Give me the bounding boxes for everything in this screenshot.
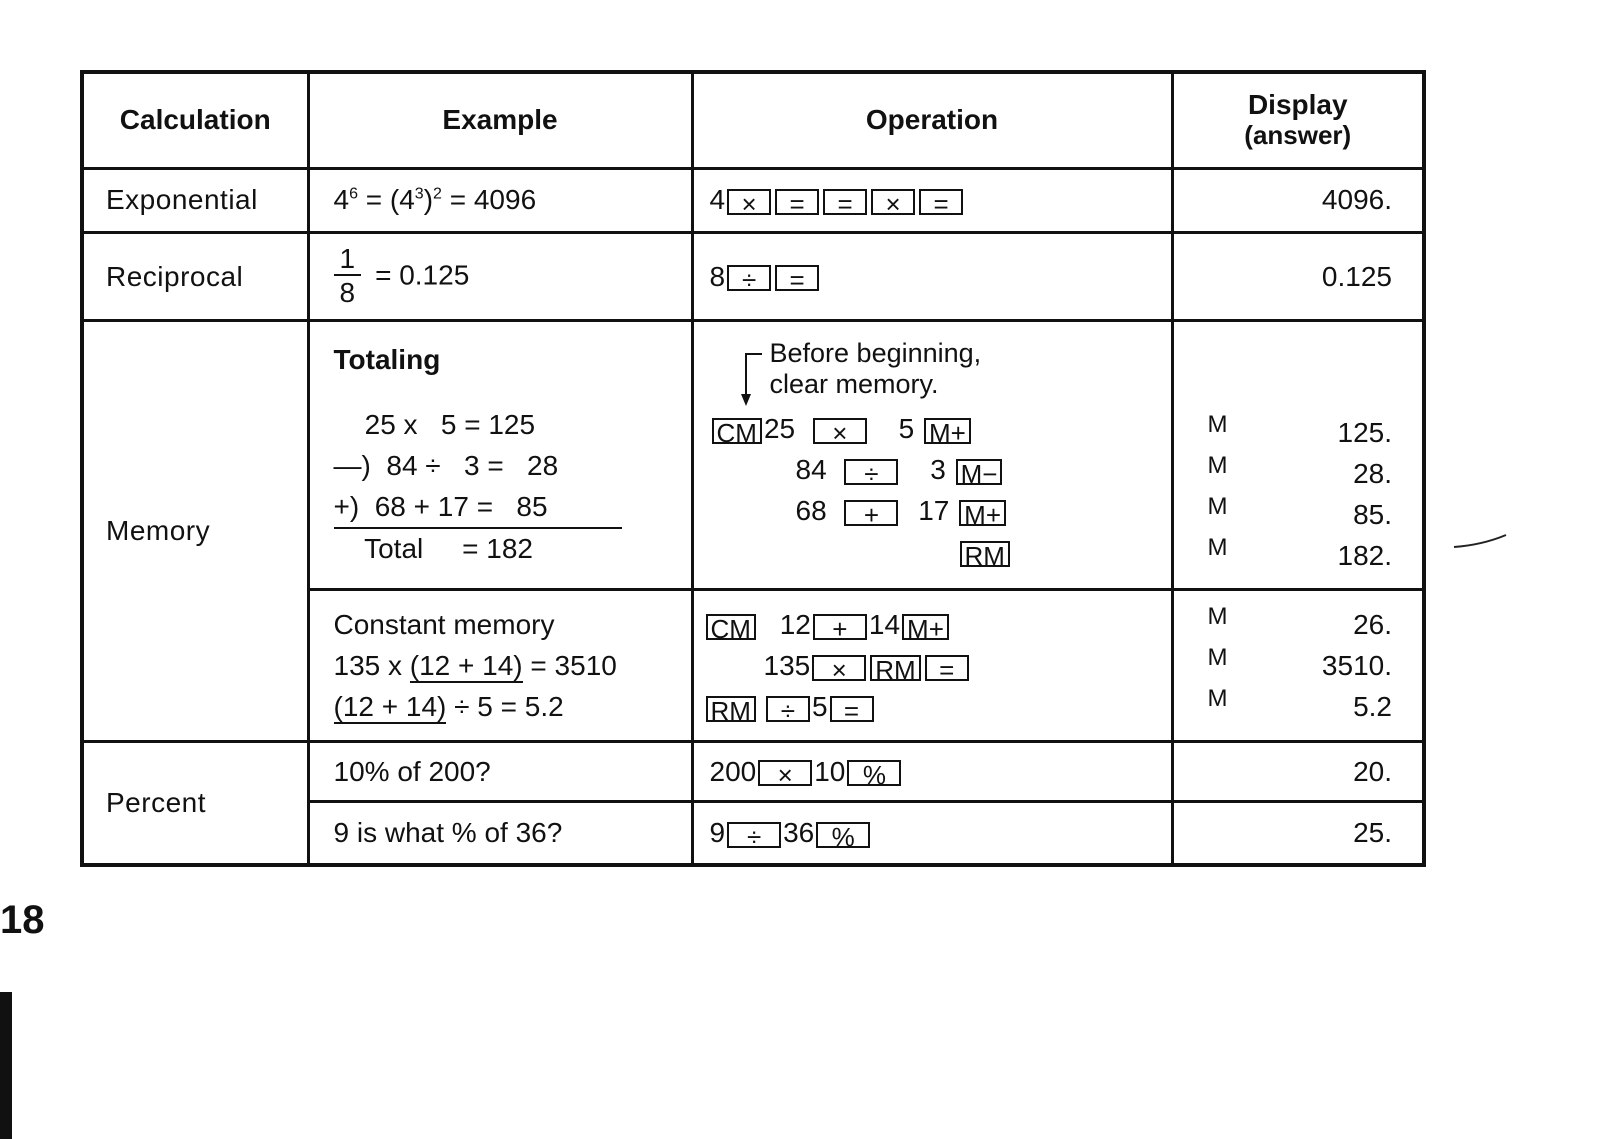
op-number: 10: [814, 755, 846, 787]
op-number: 25: [763, 413, 796, 445]
totaling-total: Total = 182: [333, 533, 533, 565]
example-constant: [308, 589, 692, 741]
op-number: 17: [918, 495, 950, 527]
constant-text: = 3510: [522, 649, 617, 681]
header-example: Example: [308, 72, 692, 168]
op-number: 14: [868, 608, 901, 640]
display-value: 85.: [1353, 499, 1392, 531]
display-value: 28.: [1353, 458, 1392, 490]
arrow-down-icon: [740, 348, 764, 408]
constant-underlined: (12 + 14): [409, 649, 523, 681]
example-exponential: [308, 168, 692, 232]
operation-reciprocal: [692, 232, 1172, 320]
operation-exponential: [692, 168, 1172, 232]
display-line: [1208, 494, 1393, 535]
exp-base: 4: [333, 184, 350, 216]
exp-power-3: 2: [433, 185, 442, 203]
constant-op-line: [704, 604, 1171, 645]
constant-title: Constant memory: [333, 608, 555, 640]
op-number: 36: [783, 817, 815, 849]
divide-key: ÷: [727, 822, 781, 848]
m-minus-key: M−: [956, 459, 1003, 485]
example-percent-2: 9 is what % of 36?: [308, 802, 692, 865]
totaling-lines: [334, 404, 691, 527]
constant-text: ÷ 5 = 5.2: [446, 690, 564, 722]
totaling-title: Totaling: [333, 344, 441, 376]
example-reciprocal: [308, 232, 692, 320]
row-reciprocal: [82, 232, 1424, 320]
example-percent-1: 10% of 200?: [308, 742, 692, 802]
divide-key: ÷: [766, 696, 810, 722]
display-totaling: [1172, 321, 1424, 590]
exp-power-2: 3: [414, 185, 424, 203]
header-display-line2: (answer): [1244, 120, 1352, 151]
calculation-table: [80, 70, 1426, 867]
fraction: [334, 244, 362, 310]
header-row: [82, 72, 1424, 168]
reciprocal-result: = 0.125: [375, 258, 470, 290]
display-value: 5.2: [1353, 690, 1392, 722]
edge-bar: [0, 992, 12, 1139]
constant-op-line: [704, 686, 1171, 727]
op-number: 84: [795, 454, 827, 486]
display-percent-2: 25.: [1172, 802, 1424, 865]
multiply-key: ×: [871, 189, 915, 215]
fraction-denominator: 8: [339, 276, 356, 308]
memory-indicator: M: [1207, 534, 1228, 562]
constant-lines: [334, 604, 691, 727]
equals-key: =: [830, 696, 874, 722]
m-plus-key: M+: [924, 418, 971, 444]
row-memory-totaling: [82, 321, 1424, 590]
m-plus-key: M+: [959, 500, 1006, 526]
multiply-key: ×: [813, 418, 867, 444]
cm-key: CM: [712, 418, 762, 444]
op-number: 135: [763, 649, 811, 681]
divide-key: ÷: [844, 459, 898, 485]
constant-line: [334, 686, 691, 727]
row-percent-1: [82, 742, 1424, 802]
percent-key: %: [816, 822, 870, 848]
op-number: 8: [709, 260, 726, 292]
display-value: 26.: [1353, 608, 1392, 640]
totaling-line: 25 x 5 = 125: [333, 409, 536, 441]
header-operation: Operation: [692, 72, 1172, 168]
totaling-op-line: [710, 449, 1171, 490]
memory-indicator: M: [1207, 643, 1228, 671]
example-totaling: [308, 321, 692, 590]
op-number: 3: [930, 454, 946, 486]
exp-power-1: 6: [349, 185, 358, 203]
memory-indicator: M: [1207, 602, 1228, 630]
row-exponential: [82, 168, 1424, 232]
totaling-op-line: [710, 490, 1171, 531]
percent-key: %: [847, 760, 901, 786]
display-line: [1208, 645, 1393, 686]
plus-key: +: [844, 500, 898, 526]
totaling-op-line: [710, 408, 1171, 449]
totaling-line: —) 84 ÷ 3 = 28: [333, 450, 559, 482]
display-exponential: 4096.: [1172, 168, 1424, 232]
rm-key: RM: [960, 541, 1010, 567]
exp-end: = 4096: [441, 184, 537, 216]
header-display-line1: Display: [1247, 89, 1348, 121]
op-number: 5: [811, 690, 828, 722]
totaling-op-line: [710, 531, 1171, 572]
multiply-key: ×: [758, 760, 812, 786]
memory-indicator: M: [1207, 452, 1228, 480]
op-number: 12: [779, 608, 811, 640]
display-percent-1: 20.: [1172, 742, 1424, 802]
op-number: 68: [795, 495, 827, 527]
equals-key: =: [775, 265, 819, 291]
category-exponential: Exponential: [82, 168, 308, 232]
note-line1: Before beginning,: [769, 338, 982, 369]
display-line: [1208, 412, 1393, 453]
header-calculation: Calculation: [82, 72, 308, 168]
display-value: 182.: [1337, 540, 1392, 572]
multiply-key: ×: [727, 189, 771, 215]
cm-key: CM: [706, 614, 756, 640]
display-line: [1208, 686, 1393, 727]
memory-indicator: M: [1207, 684, 1228, 712]
plus-key: +: [813, 614, 867, 640]
category-reciprocal: Reciprocal: [82, 232, 308, 320]
header-display: [1172, 72, 1424, 168]
constant-text: 135 x: [333, 649, 410, 681]
category-percent: Percent: [82, 742, 308, 865]
equals-key: =: [919, 189, 963, 215]
note-line2: clear memory.: [769, 369, 939, 400]
multiply-key: ×: [812, 655, 866, 681]
page-number: 18: [0, 898, 45, 942]
op-number: 200: [709, 755, 757, 787]
operation-constant: [692, 589, 1172, 741]
m-plus-key: M+: [902, 614, 949, 640]
constant-line: [334, 645, 691, 686]
display-value: 125.: [1337, 417, 1392, 449]
display-constant: [1172, 589, 1424, 741]
display-line: [1208, 535, 1393, 576]
operation-percent-2: [692, 802, 1172, 865]
stray-pen-mark: [1452, 525, 1512, 555]
totaling-line: +) 68 + 17 = 85: [333, 491, 548, 523]
constant-underlined: (12 + 14): [333, 690, 447, 722]
category-memory: Memory: [82, 321, 308, 742]
display-value: 3510.: [1321, 649, 1392, 681]
exp-mid2: ): [423, 184, 434, 216]
operation-percent-1: [692, 742, 1172, 802]
rm-key: RM: [870, 655, 920, 681]
equals-key: =: [823, 189, 867, 215]
constant-op-line: [704, 645, 1171, 686]
display-line: [1208, 604, 1393, 645]
memory-indicator: M: [1207, 493, 1228, 521]
display-reciprocal: 0.125: [1172, 232, 1424, 320]
note-before-beginning: [710, 338, 1171, 408]
equals-key: =: [925, 655, 969, 681]
operation-totaling: [692, 321, 1172, 590]
fraction-numerator: 1: [334, 244, 362, 276]
op-number: 9: [709, 817, 726, 849]
memory-indicator: M: [1207, 411, 1228, 439]
display-line: [1208, 453, 1393, 494]
equals-key: =: [775, 189, 819, 215]
rm-key: RM: [706, 696, 756, 722]
divide-key: ÷: [727, 265, 771, 291]
op-number: 5: [898, 413, 915, 445]
op-number: 4: [709, 184, 726, 216]
exp-mid: = (4: [357, 184, 415, 216]
